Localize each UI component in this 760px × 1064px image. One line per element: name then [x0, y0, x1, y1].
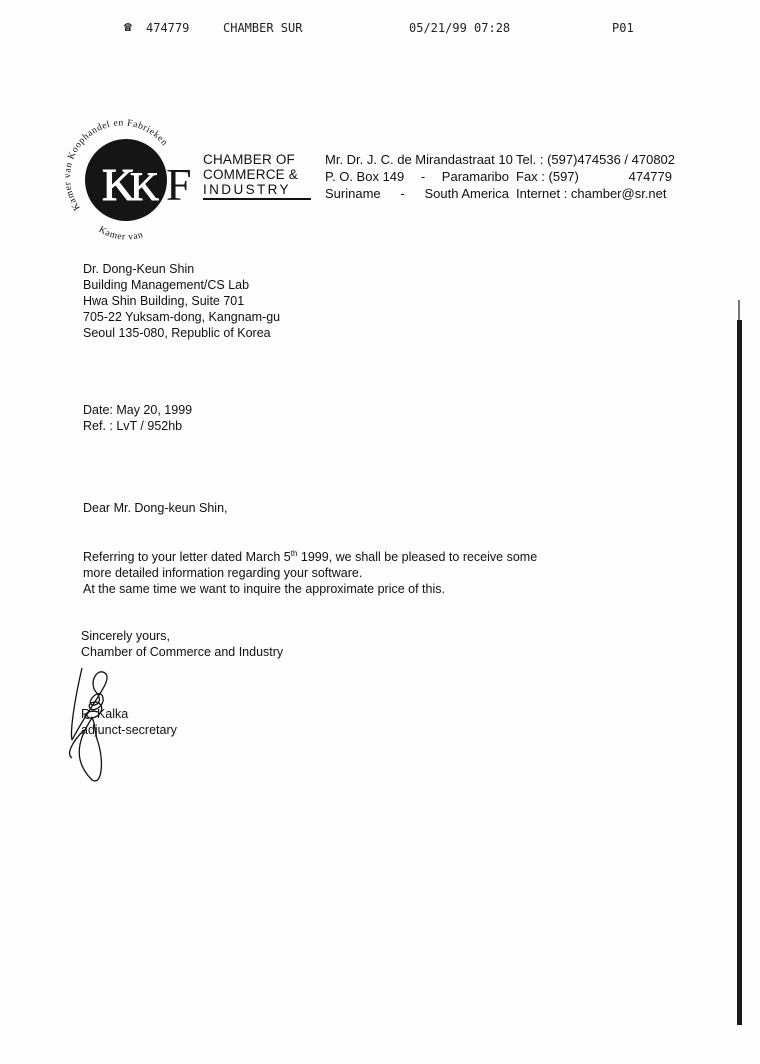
svg-text:Kamer van — [97, 225, 145, 243]
address-continent: South America — [424, 186, 509, 201]
chamber-logo — [62, 116, 192, 246]
fax-sender: CHAMBER SUR — [223, 21, 303, 35]
body-line3: At the same time we want to inquire the approximate price of this. — [83, 582, 445, 597]
body-line1 — [83, 546, 623, 565]
body-line1-start: Referring to your letter dated March 5 — [83, 550, 291, 565]
fax-number: 474779 — [146, 21, 190, 35]
fax-page-number: P01 — [612, 21, 634, 35]
signer-title: adjunct-secretary — [81, 723, 177, 737]
recipient-building: Hwa Shin Building, Suite 701 — [83, 294, 245, 308]
org-name-line1: CHAMBER OF — [203, 152, 296, 167]
scan-artifact-line — [737, 320, 742, 1025]
body-line1-end: 1999, we shall be pleased to receive some — [297, 550, 538, 565]
address-country: Suriname — [325, 186, 381, 201]
letterhead-address — [325, 151, 513, 202]
tel-label: Tel. : (597) — [516, 152, 578, 167]
recipient-address — [83, 261, 280, 341]
fax-contact-number: 474779 — [628, 169, 672, 184]
org-name-line2: COMMERCE & — [203, 167, 299, 182]
ordinal-suffix: th — [290, 549, 298, 558]
date-ref-block — [83, 402, 192, 434]
contact-tel — [516, 151, 676, 168]
recipient-name: Dr. Dong-Keun Shin — [83, 262, 195, 276]
logo-initials-k2: K — [130, 164, 159, 209]
letterhead-contact — [516, 151, 676, 202]
logo-initials-k1: K — [102, 159, 136, 210]
address-line3 — [325, 185, 509, 202]
org-name-underline — [203, 198, 311, 200]
letter-body — [83, 546, 623, 597]
address-line2 — [325, 168, 509, 185]
org-name-line3: INDUSTRY — [203, 182, 291, 197]
address-pobox: P. O. Box 149 — [325, 169, 405, 184]
closing-block — [81, 628, 283, 660]
tel-numbers: 474536 / 470802 — [577, 152, 676, 167]
address-line1: Mr. Dr. J. C. de Mirandastraat 10 — [325, 152, 513, 167]
contact-fax — [516, 168, 672, 185]
logo-ring-text-bottom: Kamer van — [96, 224, 145, 243]
recipient-department: Building Management/CS Lab — [83, 278, 250, 292]
letter-date: Date: May 20, 1999 — [83, 403, 193, 417]
logo-initials-f: F — [166, 159, 192, 210]
recipient-street: 705-22 Yuksam-dong, Kangnam-gu — [83, 310, 281, 324]
org-name-block — [203, 152, 311, 200]
address-city: Paramaribo — [441, 169, 509, 184]
letter-ref: Ref. : LvT / 952hb — [83, 419, 183, 433]
salutation: Dear Mr. Dong-keun Shin, — [83, 501, 228, 515]
closing-phrase: Sincerely yours, — [81, 629, 170, 643]
fax-datetime: 05/21/99 07:28 — [409, 21, 511, 35]
signer-name: R. Kalka — [81, 707, 129, 721]
contact-internet: Internet : chamber@sr.net — [516, 186, 667, 201]
recipient-city: Seoul 135-080, Republic of Korea — [83, 326, 271, 340]
closing-organization: Chamber of Commerce and Industry — [81, 645, 284, 659]
address-separator: - — [420, 169, 426, 184]
address-separator: - — [400, 186, 405, 201]
signer-block — [81, 706, 177, 738]
body-line2: more detailed information regarding your software. — [83, 566, 363, 581]
logo-ring-text: Kamer van Koophandel en Fabrieken — [62, 118, 170, 212]
fax-label: Fax : (597) — [516, 169, 579, 184]
telephone-icon: ☎ — [124, 20, 132, 35]
